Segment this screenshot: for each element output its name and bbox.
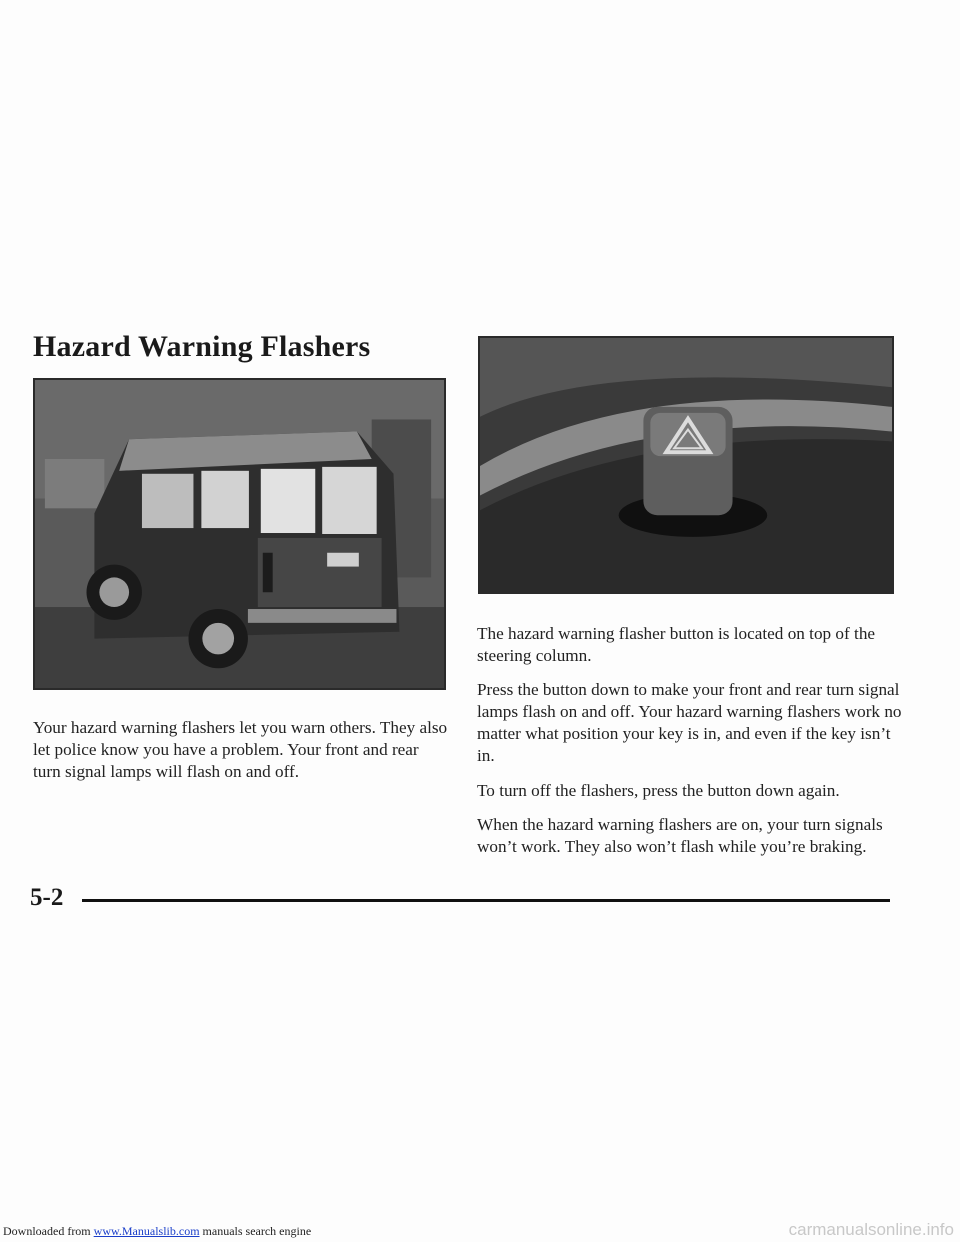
footer-suffix: manuals search engine	[199, 1224, 312, 1238]
watermark: carmanualsonline.info	[788, 1220, 954, 1239]
button-operation-paragraph: Press the button down to make your front and rear turn signal lamps flash on and off. Your hazard warning flashers work no matter what position your key is in, and even if the key isn’t in.	[477, 680, 902, 765]
turn-off-paragraph: To turn off the flashers, press the button down again.	[477, 781, 840, 800]
turn-signal-note-paragraph: When the hazard warning flashers are on, your turn signals won’t work. They also won’t flash while you’re braking.	[477, 815, 883, 856]
page-number: 5-2	[30, 884, 64, 911]
footer-prefix: Downloaded from	[3, 1224, 94, 1238]
manualslib-link[interactable]: www.Manualslib.com	[93, 1224, 200, 1238]
page-title: Hazard Warning Flashers	[33, 330, 371, 363]
footer-rule	[82, 899, 890, 902]
van-rear-photo	[33, 378, 446, 690]
download-footer	[3, 1224, 311, 1239]
hazard-button-photo	[478, 336, 894, 594]
hazard-intro-paragraph: Your hazard warning flashers let you warn others. They also let police know you have a problem. Your front and rear turn signal lamps will flash on and off.	[33, 718, 448, 781]
button-location-paragraph: The hazard warning flasher button is located on top of the steering column.	[477, 624, 876, 665]
